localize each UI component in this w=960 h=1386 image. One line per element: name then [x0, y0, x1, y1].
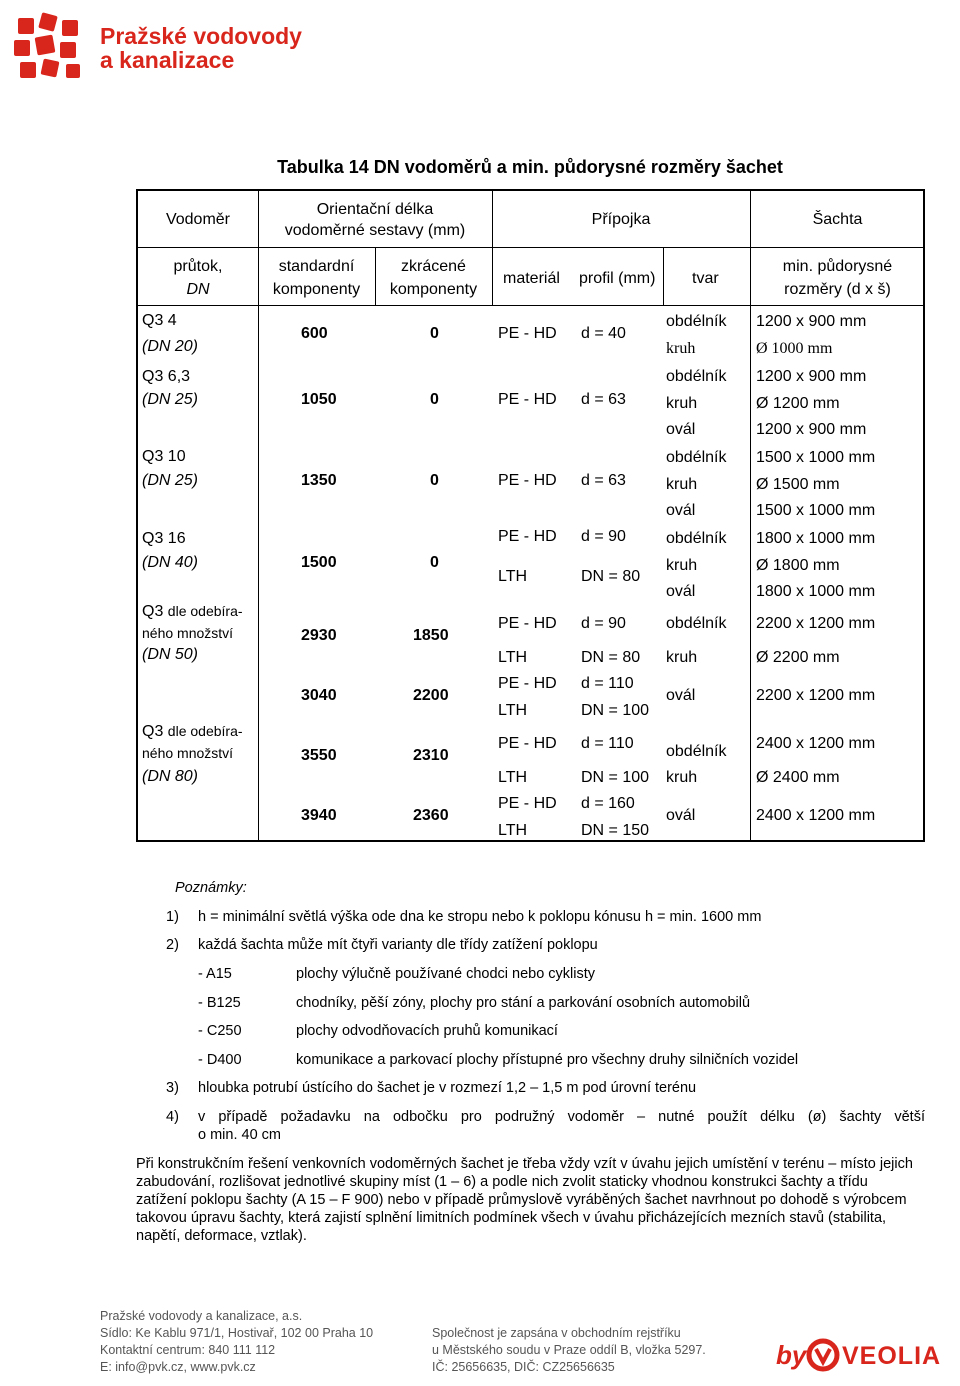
footer-address: Sídlo: Ke Kablu 971/1, Hostivař, 102 00 Praha 10 [100, 1326, 374, 1340]
class-b125-text: chodníky, pěší zóny, plochy pro stání a parkování osobních automobilů [296, 995, 751, 1011]
r6-material-1: PE - HD [498, 675, 557, 692]
header-tvar: tvar [692, 270, 719, 287]
r6-std: 3040 [301, 687, 337, 704]
header-std-2: komponenty [272, 281, 361, 298]
r2-zkr: 0 [430, 391, 439, 408]
r4-std: 1500 [301, 554, 337, 571]
flow-dn5: (DN 50) [142, 646, 199, 663]
r7-material-1: PE - HD [498, 735, 557, 752]
veolia-by: by [776, 1340, 807, 1370]
construction-paragraph: Při konstrukčním řešení venkovních vodoměrných šachet je třeba vždy vzít v úvahu jejich umístění v terénu – místo jejich zabudování, rozlišovat jednotlivé skupiny míst (1 – 6) a podle nich zvolit staticky vhodnou konstrukci šachty a třídu zatížení poklopu šachty (A 15 – F 900) nebo v případě průmyslově vyráběných šachet navrhnout po dohodě s výrobcem takovou úpravu šachty, která zajistí splnění limitních podmínek všech v úvahu přicházejících mezních stavů (stabilita, napětí, deformace, vztlak). [136, 1156, 913, 1244]
r3-tvar-2: kruh [666, 476, 698, 493]
r1-zkr: 0 [430, 325, 439, 342]
r8-tvar: ovál [666, 807, 696, 824]
r8-rozm: 2400 x 1200 mm [756, 807, 876, 824]
r4-tvar-1: obdélník [666, 530, 727, 547]
r7-rozm-1: 2400 x 1200 mm [756, 735, 876, 752]
r4-tvar-2: kruh [666, 557, 698, 574]
r4-profil-1: d = 90 [581, 528, 626, 545]
header-pripojka: Přípojka [591, 211, 651, 228]
note-4-text-1: v případě požadavku na odbočku pro podružný vodoměr – nutné použít délku (ø) šachty větší [198, 1109, 925, 1125]
r2-tvar-1: obdélník [666, 368, 727, 385]
r4-zkr: 0 [430, 554, 439, 571]
r1-tvar-1: obdélník [666, 313, 727, 330]
r6-profil-1: d = 110 [581, 675, 634, 692]
r1-std: 600 [301, 325, 328, 342]
header-zkr-2: komponenty [389, 281, 478, 298]
r8-material-2: LTH [498, 822, 528, 839]
r5-profil-2: DN = 80 [581, 649, 641, 666]
r2-tvar-2: kruh [666, 395, 698, 412]
r2-material: PE - HD [498, 391, 557, 408]
class-c250-code: - C250 [198, 1023, 242, 1039]
r2-tvar-3: ovál [666, 421, 696, 438]
brand-line-1: Pražské vodovody [100, 23, 302, 49]
col-divider [663, 248, 664, 305]
note-3-text: hloubka potrubí ústícího do šachet je v rozmezí 1,2 – 1,5 m pod úrovní terénu [198, 1080, 697, 1096]
r6-material-2: LTH [498, 702, 528, 719]
r8-material-1: PE - HD [498, 795, 557, 812]
page-title: Tabulka 14 DN vodoměrů a min. půdorysné rozměry šachet [277, 157, 783, 177]
footer-contact: Kontaktní centrum: 840 111 112 [100, 1343, 276, 1357]
veolia-wordmark: VEOLIA [842, 1342, 942, 1370]
footer-registry-1: Společnost je zapsána v obchodním rejstříku [432, 1326, 681, 1340]
footer-registry-2: u Městského soudu v Praze oddíl B, vložka 5297. [432, 1343, 706, 1357]
class-d400-text: komunikace a parkovací plochy přístupné pro všechny druhy silničních vozidel [296, 1052, 799, 1068]
r2-std: 1050 [301, 391, 337, 408]
header-rozmery-2: rozměry (d x š) [784, 281, 891, 298]
r7-profil-2: DN = 100 [581, 769, 650, 786]
row-divider [138, 305, 925, 306]
veolia-logo-icon [806, 1338, 840, 1372]
header-vodomer: Vodoměr [165, 211, 231, 228]
r5-profil-1: d = 90 [581, 615, 626, 632]
r3-tvar-1: obdélník [666, 449, 727, 466]
header-dn: DN [186, 281, 210, 298]
flow-q6: Q3 dle odebíra- [142, 723, 243, 740]
r2-profil: d = 63 [581, 391, 626, 408]
header-delka-1: Orientační délka [316, 201, 434, 218]
r2-rozm-3: 1200 x 900 mm [756, 421, 867, 438]
r5-material-1: PE - HD [498, 615, 557, 632]
r3-material: PE - HD [498, 472, 557, 489]
pvk-logo [12, 12, 90, 84]
r3-tvar-3: ovál [666, 502, 696, 519]
flow-q3: Q3 10 [142, 448, 186, 465]
r4-material-1: PE - HD [498, 528, 557, 545]
r3-rozm-1: 1500 x 1000 mm [756, 449, 876, 466]
flow-dn3: (DN 25) [142, 472, 199, 489]
r7-std: 3550 [301, 747, 337, 764]
header-rozmery-1: min. půdorysné [782, 258, 893, 275]
r4-rozm-1: 1800 x 1000 mm [756, 530, 876, 547]
header-sachta: Šachta [812, 211, 863, 228]
r7-zkr: 2310 [413, 747, 449, 764]
r3-std: 1350 [301, 472, 337, 489]
r5-std: 2930 [301, 627, 337, 644]
r2-rozm-1: 1200 x 900 mm [756, 368, 867, 385]
flow-dn1: (DN 20) [142, 338, 199, 355]
flow-q5: Q3 dle odebíra- [142, 603, 243, 620]
footer-email: E: info@pvk.cz, www.pvk.cz [100, 1360, 256, 1374]
class-a15-code: - A15 [198, 966, 232, 982]
r3-rozm-3: 1500 x 1000 mm [756, 502, 876, 519]
r7-tvar-2: kruh [666, 769, 698, 786]
r8-std: 3940 [301, 807, 337, 824]
r1-rozm-1: 1200 x 900 mm [756, 313, 867, 330]
r4-material-2: LTH [498, 568, 528, 585]
r6-profil-2: DN = 100 [581, 702, 650, 719]
note-4-text-2: o min. 40 cm [198, 1127, 281, 1143]
flow-q5-note: ného množství [142, 625, 234, 641]
class-d400-code: - D400 [198, 1052, 242, 1068]
r3-zkr: 0 [430, 472, 439, 489]
header-profil: profil (mm) [579, 270, 656, 287]
header-prutok: průtok, [173, 258, 223, 275]
r4-profil-2: DN = 80 [581, 568, 641, 585]
header-delka-2: vodoměrné sestavy (mm) [284, 222, 466, 239]
r3-profil: d = 63 [581, 472, 626, 489]
note-3-num: 3) [166, 1080, 179, 1096]
r8-zkr: 2360 [413, 807, 449, 824]
dn-table [136, 189, 925, 842]
class-a15-text: plochy výlučně používané chodci nebo cyklisty [296, 966, 596, 982]
r5-tvar-2: kruh [666, 649, 698, 666]
r1-tvar-2: kruh [666, 340, 696, 357]
note-1-num: 1) [166, 909, 179, 925]
flow-q6-note: ného množství [142, 745, 234, 761]
header-zkr-1: zkrácené [401, 258, 466, 275]
r6-tvar: ovál [666, 687, 696, 704]
header-std-1: standardní [278, 258, 355, 275]
notes-heading: Poznámky: [175, 880, 247, 896]
r4-tvar-3: ovál [666, 583, 696, 600]
footer-company: Pražské vodovody a kanalizace, a.s. [100, 1309, 303, 1323]
r5-rozm-1: 2200 x 1200 mm [756, 615, 876, 632]
r6-zkr: 2200 [413, 687, 449, 704]
row-divider [138, 247, 925, 248]
footer-ids: IČ: 25656635, DIČ: CZ25656635 [432, 1360, 615, 1374]
r4-rozm-3: 1800 x 1000 mm [756, 583, 876, 600]
class-c250-text: plochy odvodňovacích pruhů komunikací [296, 1023, 558, 1039]
r6-rozm: 2200 x 1200 mm [756, 687, 876, 704]
note-1-text: h = minimální světlá výška ode dna ke stropu nebo k poklopu kónusu h = min. 1600 mm [198, 909, 762, 925]
note-4-num: 4) [166, 1109, 179, 1125]
r4-rozm-2: Ø 1800 mm [756, 557, 840, 574]
flow-q1: Q3 4 [142, 312, 177, 329]
col-divider [492, 191, 493, 305]
r5-material-2: LTH [498, 649, 528, 666]
flow-dn4: (DN 40) [142, 554, 199, 571]
flow-q4: Q3 16 [142, 530, 186, 547]
r5-rozm-2: Ø 2200 mm [756, 649, 840, 666]
r7-material-2: LTH [498, 769, 528, 786]
r7-tvar-1: obdélník [666, 743, 727, 760]
brand-name [100, 24, 302, 72]
flow-q2: Q3 6,3 [142, 368, 191, 385]
class-b125-code: - B125 [198, 995, 241, 1011]
r7-rozm-2: Ø 2400 mm [756, 769, 840, 786]
brand-line-2: a kanalizace [100, 47, 235, 73]
note-2-text: každá šachta může mít čtyři varianty dle třídy zatížení poklopu [198, 937, 598, 953]
r8-profil-1: d = 160 [581, 795, 635, 812]
r3-rozm-2: Ø 1500 mm [756, 476, 840, 493]
flow-dn2: (DN 25) [142, 391, 199, 408]
r7-profil-1: d = 110 [581, 735, 634, 752]
r8-profil-2: DN = 150 [581, 822, 650, 839]
r1-material: PE - HD [498, 325, 557, 342]
r2-rozm-2: Ø 1200 mm [756, 395, 840, 412]
header-material: materiál [503, 270, 560, 287]
r1-profil: d = 40 [581, 325, 626, 342]
flow-dn6: (DN 80) [142, 768, 199, 785]
r5-zkr: 1850 [413, 627, 449, 644]
r1-rozm-2: Ø 1000 mm [756, 340, 833, 357]
r5-tvar-1: obdélník [666, 615, 727, 632]
note-2-num: 2) [166, 937, 179, 953]
